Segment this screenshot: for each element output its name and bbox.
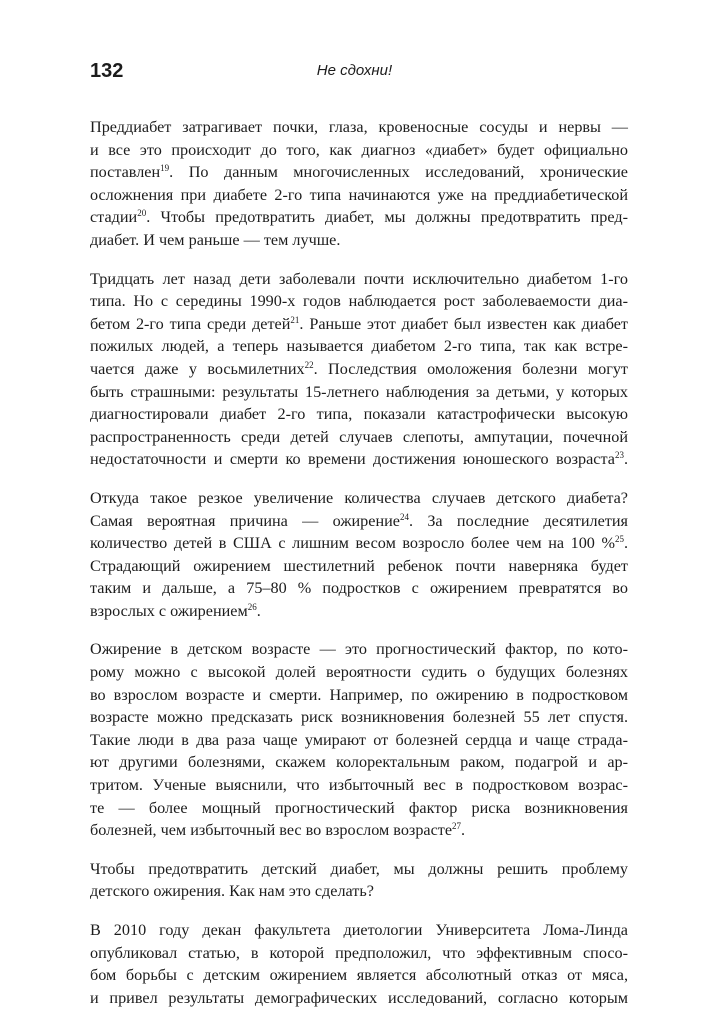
line-text: чается даже у восьмилетних: [90, 359, 305, 378]
line-text: таким и дальше, а 75–80 % подростков с ожирением превратятся во: [90, 579, 628, 598]
line-text-continued: . За последние десятилетия: [408, 511, 628, 530]
line-text-continued: .: [256, 601, 261, 620]
text-line: [90, 510, 628, 533]
line-text: Преддиабет затрагивает почки, глаза, кровеносные сосуды и нервы —: [90, 118, 628, 136]
line-text: распространенность среди детей случаев слепоты, ампутации, почечной: [90, 427, 628, 446]
text-line: [90, 403, 628, 426]
text-line: [90, 819, 628, 842]
text-line: [90, 313, 628, 336]
line-text: количество детей в США с лишним весом возросло более чем на 100 %: [90, 534, 615, 553]
line-text: Ожирение в детском возрасте — это прогностический фактор, по кото-: [90, 640, 628, 659]
text-line: [90, 290, 628, 313]
line-text: Откуда такое резкое увеличение количества случаев детского диабета?: [90, 488, 628, 507]
line-text: диабет. И чем раньше — тем лучше.: [90, 230, 341, 249]
line-text: бетом 2-го типа среди детей: [90, 314, 291, 333]
text-line: [90, 661, 628, 684]
line-text: во взрослом возрасте и смерти. Например, по ожирению в подростковом: [90, 685, 628, 704]
text-line: [90, 555, 628, 578]
line-text: Такие люди в два раза чаще умирают от болезней сердца и чаще страда-: [90, 730, 628, 749]
running-header-title: Не сдохни!: [316, 62, 393, 79]
text-line: [90, 268, 628, 291]
line-text: и все это происходит до того, как диагноз «диабет» будет официально: [90, 140, 628, 159]
text-line: [90, 797, 628, 820]
line-text: стадии: [90, 208, 138, 227]
line-text-continued: . Последствия омоложения болезни могут: [313, 359, 629, 378]
text-line: [90, 487, 628, 510]
text-line: [90, 358, 628, 381]
text-line: [90, 858, 628, 881]
line-text: типа. Но с середины 1990-х годов наблюдается рост заболеваемости диа-: [90, 292, 628, 311]
text-line: [90, 335, 628, 358]
line-text: опубликовал статью, в которой предположил, что эффективным спосо-: [90, 943, 628, 962]
line-text-continued: .: [461, 821, 466, 840]
line-text: те — более мощный прогностический фактор риска возникновения: [90, 798, 628, 817]
text-line: [90, 426, 628, 449]
text-line: [90, 448, 628, 471]
text-line: [90, 600, 628, 623]
paragraph: [90, 116, 628, 252]
footnote-reference: 21: [290, 314, 300, 325]
footnote-reference: 23: [614, 450, 624, 461]
text-line: [90, 206, 628, 229]
text-line: [90, 880, 628, 903]
paragraph: [90, 268, 628, 471]
text-line: [90, 774, 628, 797]
line-text: пожилых людей, а теперь называется диабетом 2-го типа, так как встре-: [90, 337, 628, 356]
text-line: [90, 381, 628, 404]
footnote-reference: 22: [304, 359, 314, 370]
body-text: [90, 116, 628, 1025]
footnote-reference: 25: [614, 534, 624, 545]
line-text: поставлен: [90, 163, 161, 182]
footnote-reference: 20: [137, 208, 147, 219]
text-line: [90, 161, 628, 184]
text-line: [90, 577, 628, 600]
line-text: Чтобы предотвратить детский диабет, мы должны решить проблему: [90, 859, 628, 878]
text-line: [90, 919, 628, 942]
text-line: [90, 184, 628, 207]
line-text: бом борьбы с детским ожирением является абсолютный отказ от мяса,: [90, 966, 628, 985]
paragraph: [90, 919, 628, 1009]
line-text: Тридцать лет назад дети заболевали почти исключительно диабетом 1-го: [90, 269, 628, 288]
line-text: Страдающий ожирением шестилетний ребенок почти наверняка будет: [90, 556, 628, 575]
line-text: детского ожирения. Как нам это сделать?: [90, 882, 374, 901]
text-line: [90, 532, 628, 555]
paragraph: [90, 487, 628, 623]
footnote-reference: 26: [247, 601, 257, 612]
line-text: диагностировали диабет 2-го типа, показали катастрофически высокую: [90, 405, 628, 424]
line-text: взрослых с ожирением: [90, 601, 248, 620]
line-text-continued: .: [623, 450, 628, 469]
line-text-continued: .: [623, 534, 628, 553]
line-text: и привел результаты демографических исследований, согласно которым: [90, 988, 628, 1007]
line-text: ют другими болезнями, скажем колоректальным раком, подагрой и ар-: [90, 753, 628, 772]
text-line: [90, 638, 628, 661]
paragraph: [90, 638, 628, 841]
line-text-continued: . По данным многочисленных исследований, хронические: [169, 163, 628, 182]
footnote-reference: 27: [452, 821, 462, 832]
text-line: [90, 964, 628, 987]
text-line: [90, 706, 628, 729]
line-text: рому можно с высокой долей вероятности судить о будущих болезнях: [90, 663, 628, 682]
paragraph: [90, 858, 628, 903]
line-text: Самая вероятная причина — ожирение: [90, 511, 400, 530]
line-text: осложнения при диабете 2-го типа начинаются уже на преддиабетической: [90, 185, 628, 204]
footnote-reference: 24: [399, 511, 409, 522]
text-line: [90, 987, 628, 1010]
footnote-reference: 19: [160, 163, 170, 174]
text-line: [90, 116, 628, 139]
text-line: [90, 139, 628, 162]
text-line: [90, 942, 628, 965]
text-line: [90, 751, 628, 774]
page-number: 132: [90, 60, 124, 82]
line-text: В 2010 году декан факультета диетологии Университета Лома-Линда: [90, 921, 628, 939]
text-line: [90, 684, 628, 707]
line-text: быть страшными: результаты 15-летнего наблюдения за детьми, у которых: [90, 382, 628, 401]
line-text: болезней, чем избыточный вес во взрослом возрасте: [90, 821, 453, 840]
line-text-continued: . Раньше этот диабет был известен как диабет: [299, 314, 628, 333]
line-text-continued: . Чтобы предотвратить диабет, мы должны предотвратить пред-: [146, 208, 628, 227]
text-line: [90, 229, 628, 252]
line-text: тритом. Ученые выяснили, что избыточный вес в подростковом возрас-: [90, 776, 628, 795]
line-text: возрасте можно предсказать риск возникновения болезней 55 лет спустя.: [90, 708, 628, 727]
line-text: недостаточности и смерти ко времени достижения юношеского возраста: [90, 450, 615, 469]
text-line: [90, 729, 628, 752]
